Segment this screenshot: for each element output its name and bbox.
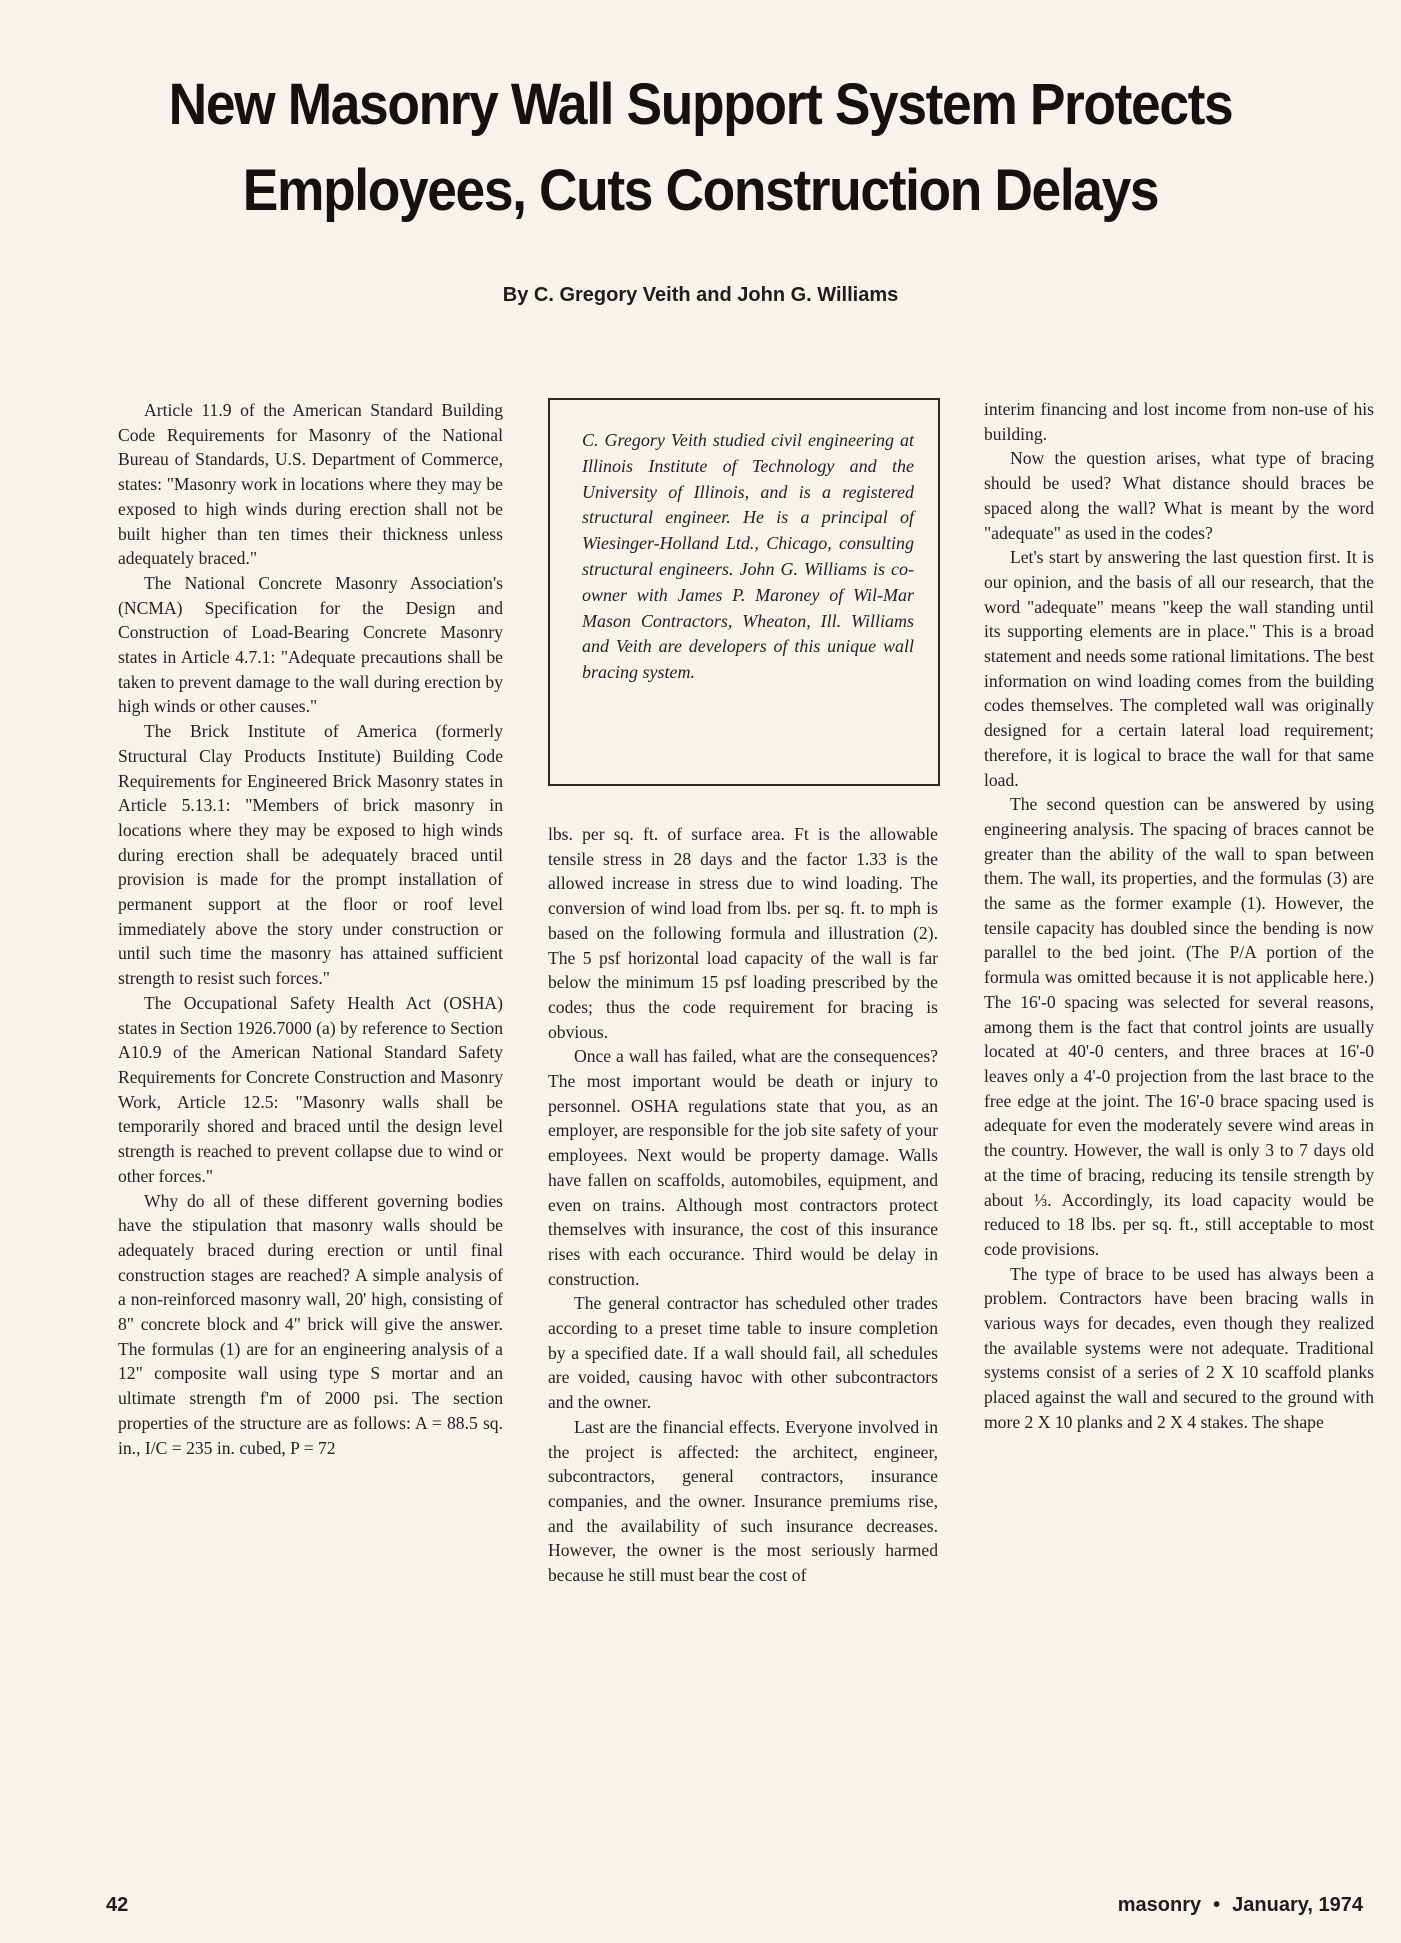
paragraph: The second question can be answered by using engineering analysis. The spacing of braces cannot be greater than the ability of the wall to span between them. The wall, its properties, and the formulas (3) are the same as the former example (1). However, the tensile capacity has doubled since the bending is now parallel to the bed joint. (The P/A portion of the formula was omitted because it is not applicable here.) The 16'-0 spacing was selected for several reasons, among them is the fact that control joints are usually located at 40'-0 centers, and three braces at 16'-0 leaves only a 4'-0 projection from the last brace to the free edge at the joint. The 16'-0 brace spacing used is adequate for even the moderately severe wind areas in the country. However, the wall is only 3 to 7 days old at the time of bracing, reducing its tensile strength by about ⅓. Accordingly, its load capacity would be reduced to 18 lbs. per sq. ft., still acceptable to most code provisions. bbox=[984, 794, 1374, 1259]
paragraph: The general contractor has scheduled other trades according to a preset time table to insure completion by a specified date. If a wall should fail, all schedules are voided, causing havoc with other subcontractors and the owner. bbox=[548, 1293, 938, 1413]
paragraph: The Occupational Safety Health Act (OSHA) states in Section 1926.7000 (a) by reference to Section A10.9 of the American National Standard Safety Requirements for Concrete Construction and Masonry Work, Article 12.5: "Masonry walls shall be temporarily shored and braced until the design level strength is reached to prevent collapse due to wind or other forces." bbox=[118, 992, 503, 1186]
paragraph: Why do all of these different governing bodies have the stipulation that masonry walls should be adequately braced during erection or until final construction stages are reached? A simple analysis of a non-reinforced masonry wall, 20' high, consisting of 8" concrete block and 4" brick will give the answer. The formulas (1) are for an engineering analysis of a 12" composite wall using type S mortar and an ultimate strength f'm of 2000 psi. The section properties of the structure are as follows: A = 88.5 sq. in., I/C = 235 in. cubed, P = 72 bbox=[118, 1190, 503, 1458]
paragraph: The National Concrete Masonry Association's (NCMA) Specification for the Design and Construction of Load-Bearing Concrete Masonry states in Article 4.7.1: "Adequate precautions shall be taken to prevent damage to the wall during erection by high winds or other causes." bbox=[118, 572, 503, 717]
paragraph: Let's start by answering the last question first. It is our opinion, and the basis of all our research, that the word "adequate" means "keep the wall standing until its supporting elements are in place." This is a broad statement and needs some rational limitations. The best information on wind loading comes from the building codes themselves. The completed wall was originally designed for a certain lateral load requirement; therefore, it is logical to brace the wall for that same load. bbox=[984, 547, 1374, 790]
title-line-1: New Masonry Wall Support System Protects bbox=[168, 72, 1233, 137]
paragraph: The Brick Institute of America (formerly Structural Clay Products Institute) Building Code Requirements for Engineered Brick Masonry states in Article 5.13.1: "Members of brick masonry in locations where they may be exposed to high winds during erection shall be adequately braced until provision is made for the prompt installation of permanent support at the floor or roof level immediately above the story under construction or until such time the masonry has attained sufficient strength to resist such forces." bbox=[118, 721, 503, 989]
bullet-separator: • bbox=[1213, 1894, 1221, 1916]
byline: By C. Gregory Veith and John G. Williams bbox=[502, 284, 899, 306]
article-title bbox=[56, 62, 1345, 234]
title-line-2: Employees, Cuts Construction Delays bbox=[242, 158, 1159, 223]
page-number: 42 bbox=[106, 1894, 129, 1916]
footer-masthead bbox=[1118, 1894, 1363, 1917]
paragraph: Once a wall has failed, what are the consequences? The most important would be death or injury to personnel. OSHA regulations state that you, as an employer, are responsible for the job site safety of your employees. Next would be property damage. Walls have fallen on scaffolds, automobiles, equipment, and even on trains. Although most contractors protect themselves with insurance, the cost of this insurance rises with each occurance. Third would be delay in construction. bbox=[548, 1046, 938, 1289]
author-bio-text: C. Gregory Veith studied civil engineering at Illinois Institute of Technology and the University of Illinois, and is a registered structural engineer. He is a principal of Wiesinger-Holland Ltd., Chicago, consulting structural engineers. John G. Williams is co-owner with James P. Maroney of Wil-Mar Mason Contractors, Wheaton, Ill. Williams and Veith are developers of this unique wall bracing system. bbox=[582, 430, 914, 683]
issue-date: January, 1974 bbox=[1232, 1894, 1363, 1916]
paragraph: lbs. per sq. ft. of surface area. Ft is the allowable tensile stress in 28 days and the factor 1.33 is the allowed increase in stress due to wind loading. The conversion of wind load from lbs. per sq. ft. to mph is based on the following formula and illustration (2). The 5 psf horizontal load capacity of the wall is far below the minimum 15 psf loading prescribed by the codes; thus the code requirement for bracing is obvious. bbox=[548, 824, 938, 1042]
column-1 bbox=[118, 398, 503, 1460]
paragraph: Now the question arises, what type of bracing should be used? What distance should braces be spaced along the wall? What is meant by the word "adequate" as used in the codes? bbox=[984, 448, 1374, 543]
publication-name: masonry bbox=[1117, 1894, 1202, 1916]
author-bio-box bbox=[548, 398, 940, 786]
column-3 bbox=[984, 397, 1374, 1435]
paragraph: Last are the financial effects. Everyone involved in the project is affected: the architect, engineer, subcontractors, general contractors, insurance companies, and the owner. Insurance premiums rise, and the availability of such insurance decreases. However, the owner is the most seriously harmed because he still must bear the cost of bbox=[548, 1416, 938, 1586]
paragraph: Article 11.9 of the American Standard Building Code Requirements for Masonry of the National Bureau of Standards, U.S. Department of Commerce, states: "Masonry work in locations where they may be exposed to high winds during erection shall not be built higher than ten times their thickness unless adequately braced." bbox=[118, 400, 503, 569]
paragraph: The type of brace to be used has always been a problem. Contractors have been bracing walls in various ways for decades, even though they realized the available systems were not adequate. Traditional systems consist of a series of 2 X 10 scaffold planks placed against the wall and secured to the ground with more 2 X 10 planks and 2 X 4 stakes. The shape bbox=[984, 1263, 1374, 1432]
paragraph: interim financing and lost income from non-use of his building. bbox=[984, 399, 1374, 444]
column-2 bbox=[548, 822, 938, 1588]
